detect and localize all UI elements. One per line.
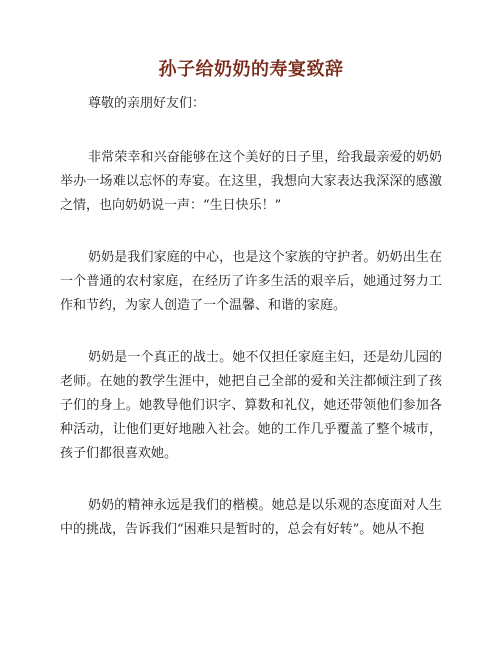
salutation: 尊敬的亲朋好友们： (88, 96, 206, 111)
paragraph-3: 奶奶是一个真正的战士。她不仅担任家庭主妇，还是幼儿园的老师。在她的教学生涯中，她把自己全部的爱和关注都倾注到了孩子们的身上。她教导他们识字、算数和礼仪，她还带领他们参加各种活动，让他们更好地融入社会。她的工作几乎覆盖了整个城市，孩子们都很喜欢她。 (60, 350, 442, 461)
document-title: 孙子给奶奶的寿宴致辞 (158, 59, 344, 80)
paragraph-4: 奶奶的精神永远是我们的楷模。她总是以乐观的态度面对人生中的挑战，告诉我们“困难只是暂时的，总会有好转”。她从不抱 (60, 498, 442, 537)
paragraph-1: 非常荣幸和兴奋能够在这个美好的日子里，给我最亲爱的奶奶举办一场难以忘怀的寿宴。在这里，我想向大家表达我深深的感激之情，也向奶奶说一声：“生日快乐！” (60, 150, 442, 213)
paragraph-2: 奶奶是我们家庭的中心，也是这个家族的守护者。奶奶出生在一个普通的农村家庭，在经历了许多生活的艰辛后，她通过努力工作和节约，为家人创造了一个温馨、和谐的家庭。 (60, 250, 442, 313)
